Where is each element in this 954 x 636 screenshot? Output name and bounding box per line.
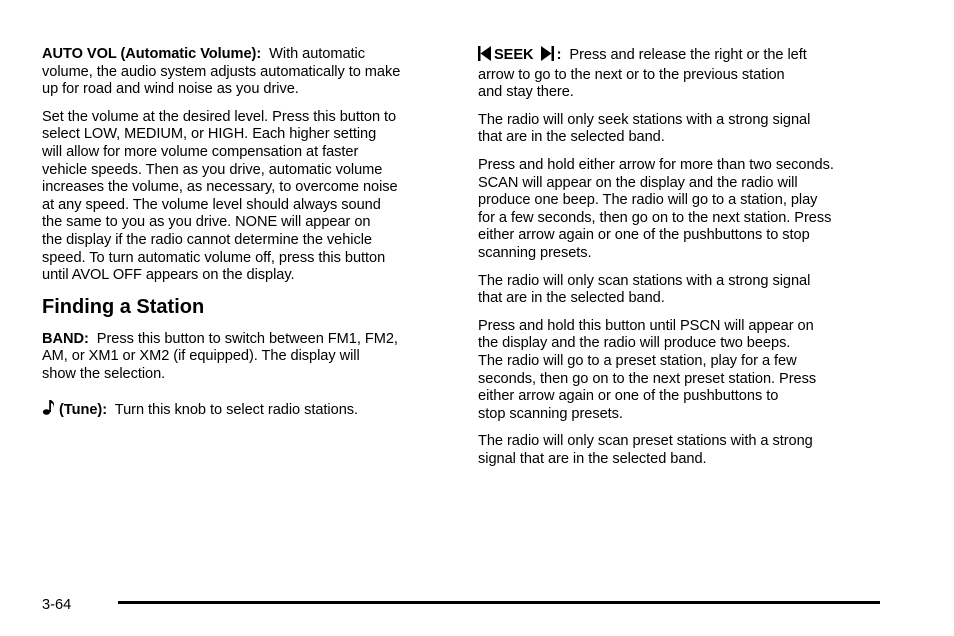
set-volume-line: until AVOL OFF appears on the display. (42, 267, 295, 284)
page-number: 3-64 (42, 597, 72, 613)
footer-divider (118, 601, 880, 604)
scan-strong-line: that are in the selected band. (478, 290, 665, 307)
set-volume-line: select LOW, MEDIUM, or HIGH. Each higher setting (42, 126, 377, 143)
avol-line: volume, the audio system adjusts automatically to make (42, 63, 401, 80)
band-label: BAND: (42, 330, 89, 347)
band-paragraph (42, 331, 446, 384)
scan-line: produce one beep. The radio will go to a station, play (478, 192, 818, 209)
set-volume-paragraph (42, 109, 446, 285)
set-volume-line: at any speed. The volume level should always sound (42, 196, 381, 213)
left-column (42, 46, 446, 431)
avol-label: AUTO VOL (Automatic Volume): (42, 46, 262, 62)
pscan-line: the display and the radio will produce two beeps. (478, 335, 791, 352)
set-volume-line: will allow for more volume compensation at faster (42, 143, 359, 160)
avol-line: With automatic (269, 46, 365, 62)
scan-paragraph (478, 157, 882, 263)
scan-strong-paragraph (478, 273, 882, 308)
seek-strong-line: that are in the selected band. (478, 129, 665, 146)
right-column (478, 46, 882, 478)
avol-paragraph (42, 46, 446, 99)
band-line: show the selection. (42, 365, 166, 382)
pscan-line: The radio will go to a preset station, play for a few (478, 352, 797, 369)
seek-strong-paragraph (478, 112, 882, 147)
avol-line: up for road and wind noise as you drive. (42, 81, 299, 98)
band-line: Press this button to switch between FM1, FM2, (96, 330, 398, 347)
section-heading: Finding a Station (42, 295, 205, 318)
seek-paragraph (478, 46, 882, 102)
scan-line: for a few seconds, then go on to the next station. Press (478, 209, 832, 226)
tune-knob-icon (42, 398, 56, 422)
seek-line: and stay there. (478, 84, 574, 101)
seek-back-icon (478, 46, 491, 67)
seek-forward-icon (541, 46, 554, 67)
pscan-line: stop scanning presets. (478, 405, 623, 422)
seek-line: Press and release the right or the left (569, 47, 807, 63)
scan-line: Press and hold either arrow for more than two seconds. (478, 156, 834, 173)
seek-strong-line: The radio will only seek stations with a strong signal (478, 111, 811, 128)
set-volume-line: increases the volume, as necessary, to overcome noise (42, 179, 398, 196)
pscan-line: either arrow again or one of the pushbuttons to (478, 388, 779, 405)
pscan-line: Press and hold this button until PSCN will appear on (478, 317, 814, 334)
pscan-paragraph (478, 318, 882, 424)
set-volume-line: the same to you as you drive. NONE will appear on (42, 214, 371, 231)
scan-line: scanning presets. (478, 244, 592, 261)
pscan-strong-line: The radio will only scan preset stations with a strong (478, 433, 813, 450)
seek-colon: : (556, 47, 562, 63)
pscan-strong-line: signal that are in the selected band. (478, 450, 707, 467)
set-volume-line: Set the volume at the desired level. Press this button to (42, 108, 397, 125)
band-line: AM, or XM1 or XM2 (if equipped). The display will (42, 348, 360, 365)
scan-strong-line: The radio will only scan stations with a strong signal (478, 272, 811, 289)
pscan-line: seconds, then go on to the next preset station. Press (478, 370, 817, 387)
set-volume-line: speed. To turn automatic volume off, press this button (42, 249, 386, 266)
scan-line: SCAN will appear on the display and the radio will (478, 174, 798, 191)
seek-line: arrow to go to the next or to the previous station (478, 66, 785, 83)
set-volume-line: vehicle speeds. Then as you drive, automatic volume (42, 161, 383, 178)
tune-paragraph (42, 398, 446, 422)
seek-label: SEEK (494, 47, 534, 63)
tune-text: Turn this knob to select radio stations. (114, 401, 359, 418)
tune-label: (Tune): (59, 401, 108, 418)
pscan-strong-paragraph (478, 433, 882, 468)
scan-line: either arrow again or one of the pushbuttons to stop (478, 227, 810, 244)
set-volume-line: the display if the radio cannot determine the vehicle (42, 231, 372, 248)
